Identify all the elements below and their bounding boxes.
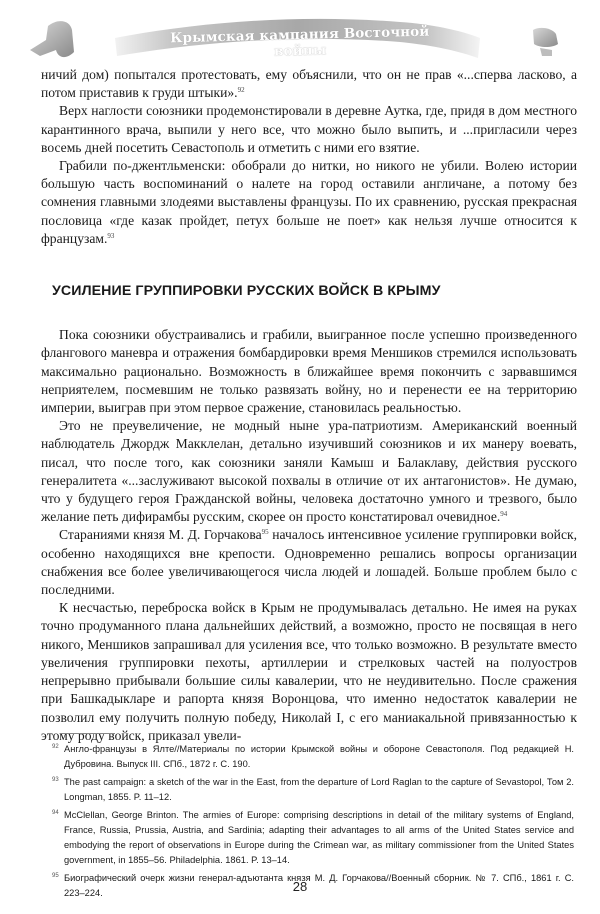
footnote-item [52,775,574,805]
footnote-number: 93 [52,777,59,783]
paragraph: Это не преувеличение, не модный ныне ура-патриотизм. Американский военный наблюдатель Джордж Макклелан, детально изучивший союзников и их манеру воевать, писал, что после того, как союзники заняли Камыш и Балаклаву, действия русского генералитета «...заслуживают высокой похвалы в отличие от их антагонистов». Не думаю, что у будущего героя Гражданской войны, человека достаточно умного и трезвого, было желание петь дифирамбы русским, скорее он просто констатировал очевидное.$^{94}$ [41,418,577,525]
paragraph: К несчастью, переброска войск в Крым не продумывалась детально. Не имея на руках точно продуманного плана дальнейших действий, а возможно, просто не посвящая в него никого, Меншиков запрашивал для усиления все, что только возможно. В результате вместо увеличения группировки пехоты, артиллерии и стрелковых частей на полуостров непрерывно прибывали большие силы кавалерии, что не неудивительно. После сражения при Башкадыкларе и рапорта князя Воронцова, что именно недостаток кавалерии не позволил ему получить полную победу, Николай I, с его маниакальной привязанностью к этому роду войск, приказал увели- [41,600,577,743]
paragraph: Верх наглости союзники продемонстировали в деревне Аутка, где, придя в дом местного карантинного врача, выпили у него все, что можно было выпить, и ...пригласили через восемь дней посетить Севастополь и отметить с ними его взятие. [41,103,577,155]
footnote-item [52,808,574,868]
footnote-text: The past campaign: a sketch of the war in the East, from the departure of Lord Raglan to the capture of Sevastopol, Том 2. Longman, 1855. P. 11–12. [64,777,574,802]
paragraph: Стараниями князя М. Д. Горчакова$^{95}$ началось интенсивное усиление группировки войск, особенно находящихся вне крепости. Одновременно решались вопросы организации снабжения все более увеличивающегося числа людей и лошадей. Больше проблем было с последними. [41,527,577,598]
paragraph: Грабили по-джентльменски: обобрали до нитки, но никого не убили. Волею истории большую часть воспоминаний о налете на город оставили англичане, а потому без сомнения главными злодеями выставлены французы. По их сравнению, русская прекрасная пословица «где казак пройдет, петух больше не поет» как нельзя лучше относится к французам.$^{93}$ [41,158,577,246]
footnote-ref[interactable]: 92 [237,86,245,95]
footnote-ref[interactable]: 93 [107,231,115,240]
footnote-divider [60,733,115,734]
footnote-number: 95 [52,873,59,879]
footnote-number: 92 [52,744,59,750]
paragraph: ничий дом) попытался протестовать, ему объяснили, что он не прав «...сперва ласково, а потом приставив к груди штыки».$^{92}$ [41,67,577,101]
footnote-text: McClellan, George Brinton. The armies of Europe: comprising descriptions in detail of the military systems of England, France, Russia, Prussia, Austria, and Sardinia; adapting their advantages to all arms of the United States service and embodying the report of observations in Europe during the Crimean war, as military commissioner from the United States government, in 1855–56. Philadelphia. 1861. P. 13–14. [64,810,574,865]
running-title: Крымская кампания Восточной войны [169,23,430,60]
footnote-number: 94 [52,810,59,816]
page-body [41,66,577,745]
footnote-item [52,742,574,772]
paragraph: Пока союзники обустраивались и грабили, выигранное после успешно произведенного флангового маневра и отражения бомбардировки время Меншиков стремился использовать максимально рационально. Возможность в ближайшее время покончить с зарвавшимся неприятелем, посмевшим не только развязать войну, но и перенести ее на территорию империи, выиграв при этом первое сражение, становилась реальностью. [41,327,577,416]
footnote-ref[interactable]: 95 [261,528,269,537]
running-header-banner [0,0,600,72]
footnote-ref[interactable]: 94 [500,510,508,519]
footnote-text: Биографический очерк жизни генерал-адъютанта князя М. Д. Горчакова//Военный сборник. № 7. СПб., 1861 г. С. 223–224. [64,873,574,898]
footnote-text: Англо-французы в Ялте//Материалы по истории Крымской войны и обороне Севастополя. Под редакцией Н. Дубровина. Выпуск III. СПб., 1872 г. С. 190. [64,744,574,769]
page-number: 28 [292,879,308,894]
section-heading: УСИЛЕНИЕ ГРУППИРОВКИ РУССКИХ ВОЙСК В КРЫМУ [52,283,441,300]
